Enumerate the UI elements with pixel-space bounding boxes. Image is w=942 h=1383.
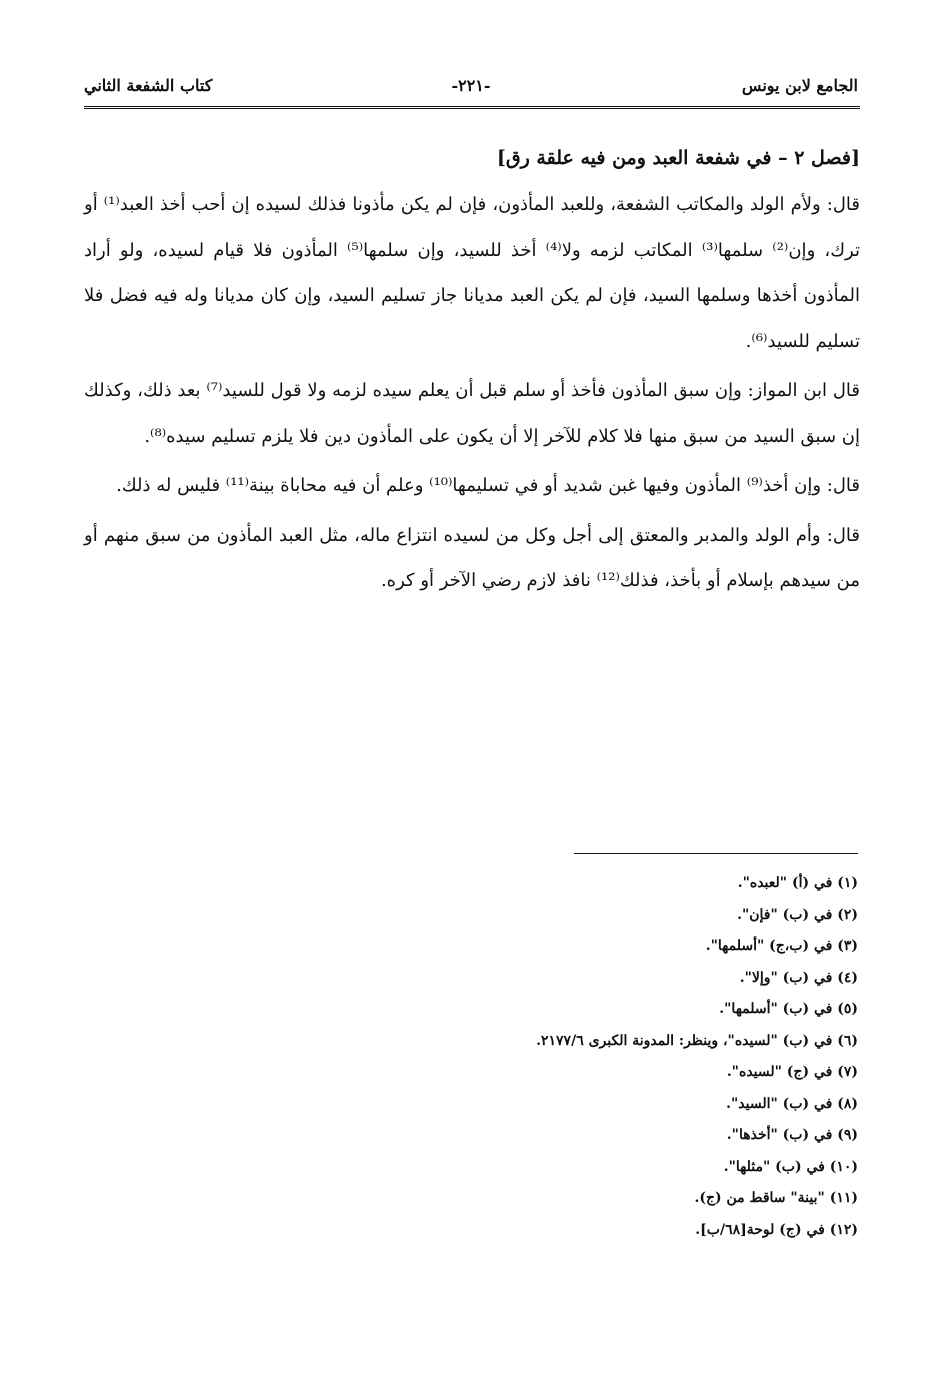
header-chapter-title: كتاب الشفعة الثاني [84, 76, 213, 95]
section-title: [فصل ٢ – في شفعة العبد ومن فيه علقة رق] [496, 147, 860, 169]
footnote: (٥) في (ب) "أسلمها". [719, 1001, 858, 1017]
footnote: (٨) في (ب) "السيد". [726, 1095, 858, 1112]
page-number: -٢٢١- [451, 76, 491, 95]
header-divider [84, 106, 860, 109]
running-header [84, 76, 858, 102]
footnote: (٤) في (ب) "وإلا". [739, 969, 858, 986]
main-text [84, 138, 860, 608]
footnote: (٦) في (ب) "لسيده"، وينظر: المدونة الكبرى ٢١٧٧/٦. [536, 1032, 858, 1049]
header-book-title: الجامع لابن يونس [741, 76, 858, 95]
paragraph: قال ابن المواز: وإن سبق المأذون فأخذ أو سلم قبل أن يعلم سيده لزمه ولا قول للسيد⁽⁷⁾ بعد ذلك، وكذلك إن سبق السيد من سبق منها فلا كلام للآخر إلا أن يكون على المأذون دين فلا يلزم تسليم سيده⁽⁸⁾. [84, 380, 861, 447]
footnote-divider [574, 853, 858, 854]
paragraph: قال: ولأم الولد والمكاتب الشفعة، وللعبد المأذون، فإن لم يكن مأذونا فذلك لسيده إن أحب أخذ العبد⁽¹⁾ أو ترك، وإن⁽²⁾ سلمها⁽³⁾ المكاتب لزمه ولا⁽⁴⁾ أخذ للسيد، وإن سلمها⁽⁵⁾ المأذون فلا قيام لسيده، ولو أراد المأذون أخذها وسلمها السيد، فإن لم يكن العبد مديانا جاز تسليم السيد، وإن كان مديانا وله فيه فضل فلا تسليم للسيد⁽⁶⁾. [84, 194, 860, 352]
footnote: (١٢) في (ج) لوحة[٦٨/ب]. [695, 1221, 858, 1238]
footnote: (١) في (أ) "لعبده". [737, 875, 858, 891]
footnotes-list [358, 868, 858, 1246]
footnote: (١٠) في (ب) "مثلها". [723, 1158, 858, 1175]
footnote: (٧) في (ج) "لسيده". [726, 1064, 858, 1080]
footnote: (٣) في (ب،ج) "أسلمها". [705, 938, 858, 954]
paragraph: قال: وأم الولد والمدبر والمعتق إلى أجل وكل من لسيده انتزاع ماله، مثل العبد المأذون من سبق منهم أو من سيدهم بإسلام أو بأخذ، فذلك⁽¹²⁾ نافذ لازم رضي الآخر أو كره. [84, 524, 860, 591]
paragraph: قال: وإن أخذ⁽⁹⁾ المأذون وفيها غبن شديد أو في تسليمها⁽¹⁰⁾ وعلم أن فيه محاباة بينة⁽¹¹⁾ فليس له ذلك. [116, 475, 860, 496]
footnote: (٢) في (ب) "فإن". [737, 906, 858, 923]
footnote: (١١) "بينة" ساقط من (ج). [694, 1190, 858, 1206]
footnote: (٩) في (ب) "أخذها". [726, 1127, 858, 1143]
